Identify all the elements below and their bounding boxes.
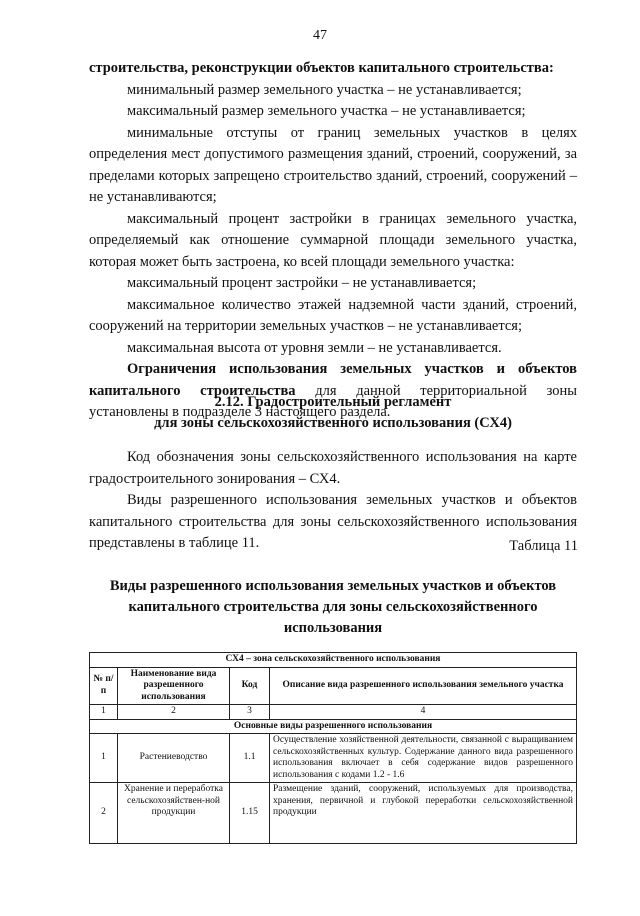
paragraph-5: максимальный процент застройки – не устанавливается; <box>127 275 477 291</box>
section-para-2: Виды разрешенного использования земельных участков и объектов капитального строительства для зоны сельскохозяйственного использования представлены в таблице 11. <box>89 492 577 551</box>
row-code: 1.15 <box>230 783 270 844</box>
section-heading-line2: для зоны сельскохозяйственного использования (СХ4) <box>154 415 512 431</box>
row-name <box>118 783 230 844</box>
col-desc-header: Описание вида разрешенного использования земельного участка <box>270 667 577 705</box>
row-code: 1.1 <box>230 734 270 783</box>
index-cell: 2 <box>118 705 230 720</box>
section-text <box>89 447 577 555</box>
regulation-text <box>89 58 577 424</box>
column-header-row <box>90 667 577 705</box>
row-num: 1 <box>90 734 118 783</box>
group-header: Основные виды разрешенного использования <box>90 719 577 734</box>
section-heading <box>89 392 577 434</box>
table-title <box>89 576 577 639</box>
index-cell: 3 <box>230 705 270 720</box>
paragraph-2: максимальный размер земельного участка – не устанавливается; <box>127 103 526 119</box>
row-desc: Осуществление хозяйственной деятельности, связанной с выращиванием сельскохозяйственных культур. Содержание данного вида разрешенного использования включает в себя содержание видов разрешенного использования с кодами 1.2 - 1.6 <box>270 734 577 783</box>
zone-header: СХ4 – зона сельскохозяйственного использования <box>90 653 577 668</box>
row-num: 2 <box>90 783 118 844</box>
section-para-1: Код обозначения зоны сельскохозяйственного использования на карте градостроительного зонирования – СХ4. <box>89 449 577 487</box>
restrictions-rest: для данной территориальной зоны установлены в подразделе 3 настоящего раздела. <box>89 382 577 420</box>
index-cell: 1 <box>90 705 118 720</box>
row-name: Растениеводство <box>118 734 230 783</box>
restrictions-bold: Ограничения использования земельных участков и объектов капитального строительства <box>89 361 577 399</box>
section-heading-line1: 2.12. Градостроительный регламент <box>214 394 452 410</box>
col-code-header: Код <box>230 667 270 705</box>
table-label: Таблица 11 <box>509 538 578 554</box>
page-number: 47 <box>313 28 327 43</box>
row-desc: Размещение зданий, сооружений, используемых для производства, хранения, первичной и глубокой переработки сельскохозяйственной продукции <box>270 783 577 844</box>
land-use-table <box>89 652 577 844</box>
table-title-line3: использования <box>283 620 383 636</box>
row-name-text: Хранение и переработка сельскохозяйствен-ной продукции <box>124 784 223 817</box>
paragraph-3: минимальные отступы от границ земельных участков в целях определения мест допустимого размещения зданий, строений, сооружений, за пределами которых запрещено строительство зданий, строений, сооружений – не устанавливаются; <box>89 124 577 205</box>
column-index-row <box>90 705 577 720</box>
col-num-header: № п/п <box>90 667 118 705</box>
table-title-line1: Виды разрешенного использования земельных участков и объектов <box>109 578 557 594</box>
table-row <box>90 734 577 783</box>
col-name-header: Наименование вида разрешенного использования <box>118 667 230 705</box>
table-row <box>90 783 577 844</box>
table-title-line2: капитального строительства для зоны сельскохозяйственного <box>128 599 538 615</box>
paragraph-1: минимальный размер земельного участка – не устанавливается; <box>127 81 522 98</box>
paragraph-6: максимальное количество этажей надземной части зданий, строений, сооружений на территории земельных участков – не устанавливается; <box>89 296 577 334</box>
paragraph-7: максимальная высота от уровня земли – не устанавливается. <box>127 339 502 356</box>
paragraph-0: строительства, реконструкции объектов капитального строительства: <box>89 60 554 76</box>
paragraph-4: максимальный процент застройки в границах земельного участка, определяемый как отношение суммарной площади земельного участка, которая может быть застроена, ко всей площади земельного участка: <box>89 210 577 270</box>
index-cell: 4 <box>270 705 577 720</box>
group-header-row <box>90 719 577 734</box>
zone-header-row <box>90 653 577 668</box>
